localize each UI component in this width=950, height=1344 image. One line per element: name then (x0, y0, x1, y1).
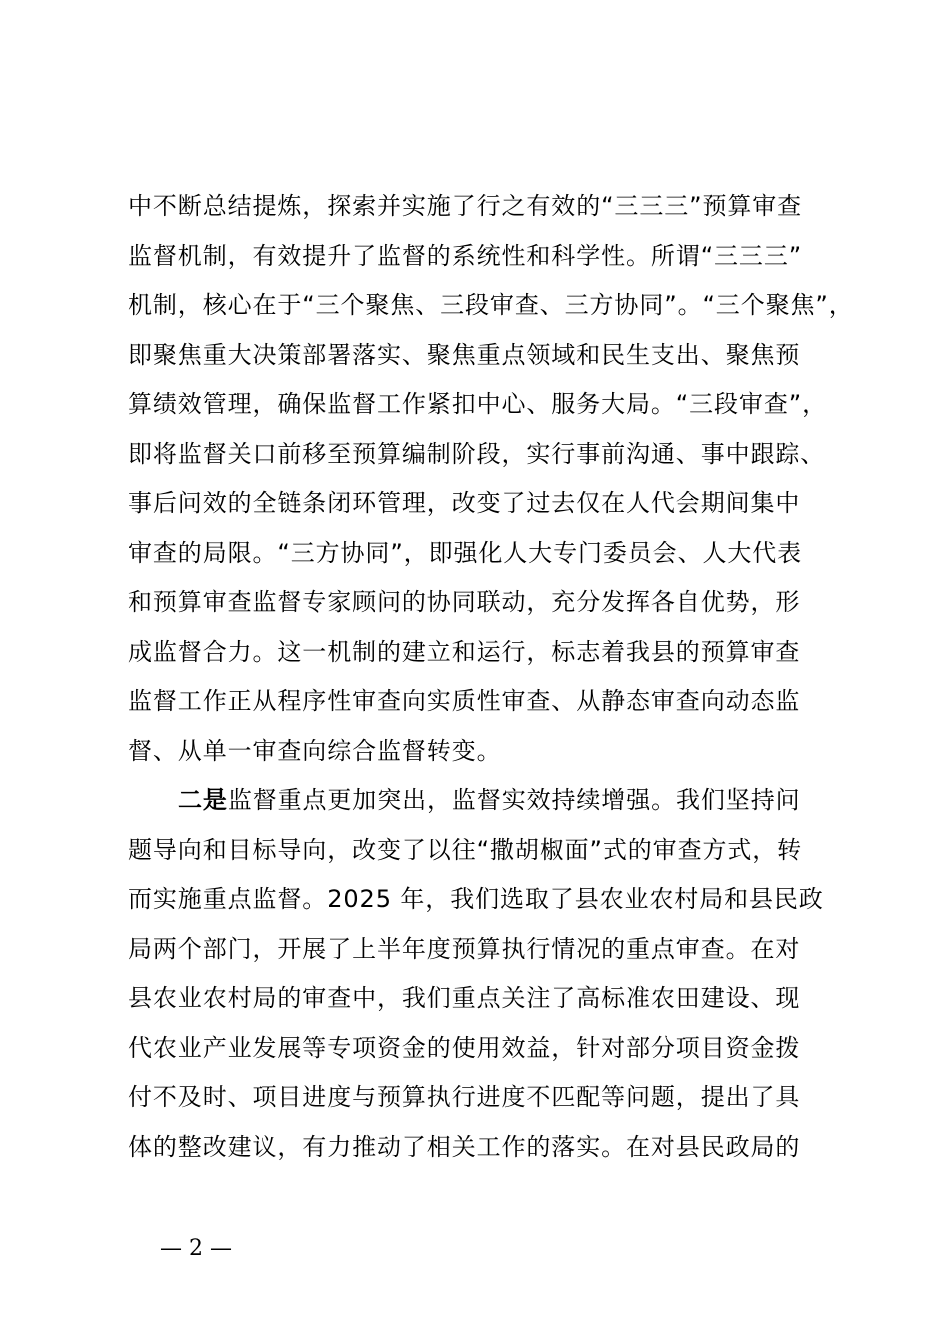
text-line: 即将监督关口前移至预算编制阶段，实行事前沟通、事中跟踪、 (128, 439, 826, 468)
text-line: 县农业农村局的审查中，我们重点关注了高标准农田建设、现 (128, 984, 801, 1012)
text-line: 成监督合力。这一机制的建立和运行，标志着我县的预算审查 (128, 637, 801, 666)
text-line: 代农业产业发展等专项资金的使用效益，针对部分项目资金拨 (128, 1033, 801, 1062)
text-line: 而实施重点监督。2025 年，我们选取了县农业农村局和县民政 (128, 885, 824, 913)
paragraph-lead-bold: 二是 (178, 786, 228, 814)
text-line: 监督机制，有效提升了监督的系统性和科学性。所谓“三三三” (128, 241, 803, 270)
text-line: 机制，核心在于“三个聚焦、三段审查、三方协同”。“三个聚焦”， (128, 291, 854, 319)
text-line: 付不及时、项目进度与预算执行进度不匹配等问题，提出了具 (128, 1083, 801, 1111)
page-number: — 2 — (160, 1236, 232, 1261)
text-line: 即聚焦重大决策部署落实、聚焦重点领域和民生支出、聚焦预 (128, 340, 801, 369)
text-line: 和预算审查监督专家顾问的协同联动，充分发挥各自优势，形 (128, 588, 801, 616)
paragraph-2-first-line-text: 监督重点更加突出，监督实效持续增强。我们坚持问 (227, 786, 801, 814)
text-line: 事后问效的全链条闭环管理，改变了过去仅在人代会期间集中 (128, 489, 801, 517)
body-text (128, 182, 854, 1172)
text-line: 体的整改建议，有力推动了相关工作的落实。在对县民政局的 (128, 1132, 801, 1161)
paragraph-2-first-line (128, 776, 838, 826)
text-line: 局两个部门，开展了上半年度预算执行情况的重点审查。在对 (128, 934, 801, 963)
text-line: 中不断总结提炼，探索并实施了行之有效的“三三三”预算审查 (128, 192, 803, 220)
text-line: 监督工作正从程序性审查向实质性审查、从静态审查向动态监 (128, 687, 801, 715)
text-line: 审查的局限。“三方协同”，即强化人大专门委员会、人大代表 (128, 538, 803, 567)
text-line: 算绩效管理，确保监督工作紧扣中心、服务大局。“三段审查”， (128, 390, 827, 418)
text-line: 题导向和目标导向，改变了以往“撒胡椒面”式的审查方式，转 (128, 835, 803, 864)
text-line: 督、从单一审查向综合监督转变。 (128, 736, 502, 765)
